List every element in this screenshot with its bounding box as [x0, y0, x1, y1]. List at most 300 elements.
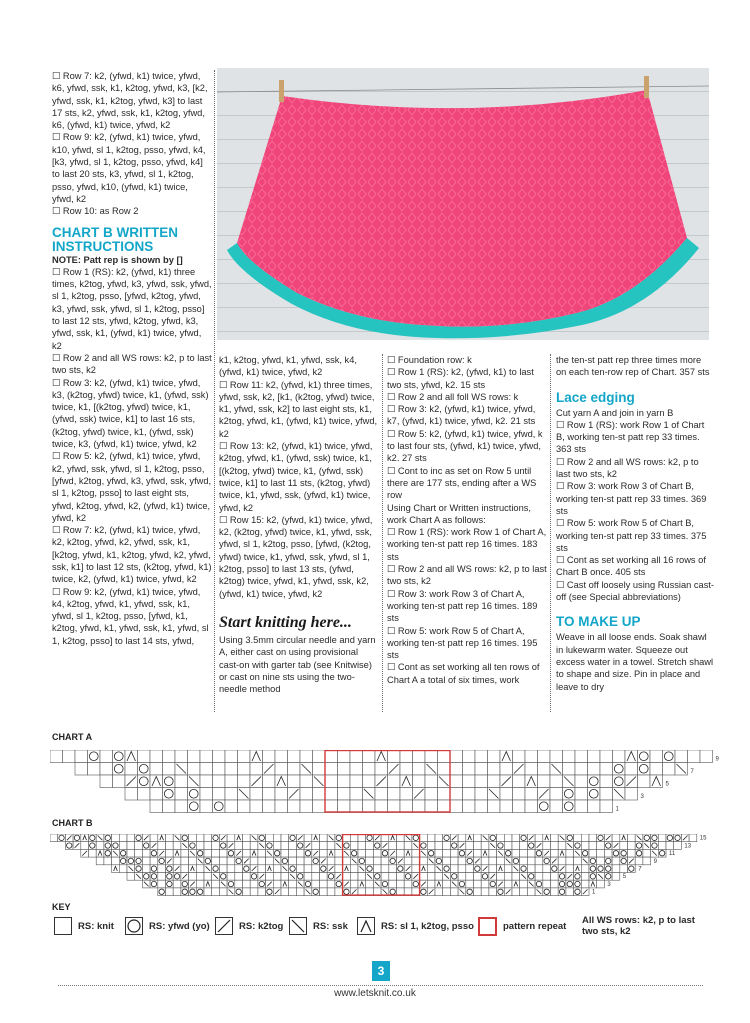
chart-cell [312, 873, 320, 881]
chart-cell [475, 775, 488, 788]
chart-cell [100, 775, 113, 788]
instruction-row: ☐ Row 1 (RS): work Row 1 of Chart B, working ten-st patt rep 33 times. 363 sts [556, 419, 705, 455]
chart-cell [527, 888, 535, 896]
chart-cell [204, 849, 212, 857]
chart-cell [281, 842, 289, 850]
chart-cell [113, 775, 126, 788]
chart-cell [475, 800, 488, 813]
chart-cell [466, 865, 474, 873]
chart-b-row-number: 15 [699, 835, 707, 842]
chart-cell [50, 834, 58, 842]
chart-cell [458, 873, 466, 881]
chart-cell [543, 865, 551, 873]
chart-cell [235, 865, 243, 873]
chart-cell [258, 865, 266, 873]
instruction-row: ☐ Row 1 (RS): k2, (yfwd, k1) to last two sts, yfwd, k2. 15 sts [387, 367, 534, 390]
chart-cell [163, 763, 176, 776]
instruction-row: ☐ Row 5: k2, (yfwd, k1) twice, yfwd, k2, yfwd, ssk, yfwd, sl 1, k2tog, psso, [yfwd, k2tog, yfwd, k3, yfwd, ssk, yfwd, sl 1, k2tog, psso] to last eight sts, yfwd, k2tog, yfwd, k2, (yfwd, k1) twice, yfwd, k2 [52, 451, 212, 523]
chart-cell [225, 750, 238, 763]
chart-cell [413, 763, 426, 776]
chart-cell [96, 842, 104, 850]
chart-cell [163, 750, 176, 763]
chart-cell [227, 873, 235, 881]
chart-cell [358, 849, 366, 857]
chart-cell [550, 788, 563, 801]
instruction-row: ☐ Row 3: k2, (yfwd, k1) twice, yfwd, k3, (k2tog, yfwd) twice, k1, (yfwd, ssk) twice, k1, [(k2tog, yfwd) twice, k1, (yfwd, ssk) twice, k1] to last 16 sts, (k2tog, yfwd) twice, k1, (yfwd, ssk) twice, k3, (yfwd, k1) twice, yfwd, k2 [52, 377, 209, 450]
chart-cell [574, 857, 582, 865]
chart-cell [163, 800, 176, 813]
chart-cell [204, 873, 212, 881]
chart-cell [543, 873, 551, 881]
chart-cell [350, 842, 358, 850]
start-knitting-text: Using 3.5mm circular needle and yarn A, either cast on using provisional cast-on with garter tab (see Knitwise) or cast on nine sts using the two-needle method [219, 634, 376, 695]
chart-cell [250, 800, 263, 813]
chart-cell [320, 873, 328, 881]
chart-cell [263, 750, 276, 763]
chart-cell [488, 763, 501, 776]
chart-cell [504, 834, 512, 842]
chart-cell [520, 857, 528, 865]
chart-cell [466, 873, 474, 881]
chart-cell [119, 834, 127, 842]
chart-cell [138, 750, 151, 763]
chart-cell [350, 865, 358, 873]
chart-cell [166, 842, 174, 850]
chart-cell [142, 849, 150, 857]
chart-cell [373, 849, 381, 857]
chart-cell [612, 857, 620, 865]
chart-cell [450, 775, 463, 788]
chart-cell [288, 800, 301, 813]
chart-cell [273, 842, 281, 850]
instruction-row: ☐ Cont to inc as set on Row 5 until there are 177 sts, ending after a WS row [387, 465, 537, 501]
chart-cell [227, 834, 235, 842]
chart-cell [273, 834, 281, 842]
chart-cell [425, 788, 438, 801]
chart-cell [588, 750, 601, 763]
chart-cell [463, 788, 476, 801]
instruction-row: ☐ Row 5: k2, (yfwd, k1) twice, yfwd, k to last four sts, (yfwd, k1) twice, yfwd, k2. 27 sts [387, 428, 543, 464]
chart-cell [200, 750, 213, 763]
chart-cell [150, 857, 158, 865]
chart-cell [412, 865, 420, 873]
chart-cell [513, 788, 526, 801]
footer-url: www.letsknit.co.uk [334, 988, 416, 999]
chart-cell [196, 880, 204, 888]
chart-cell [500, 800, 513, 813]
chart-cell [389, 873, 397, 881]
chart-a-row-number: 3 [640, 794, 644, 800]
chart-cell [200, 788, 213, 801]
chart-cell [63, 750, 76, 763]
chart-cell [513, 800, 526, 813]
chart-cell [296, 849, 304, 857]
chart-cell [413, 750, 426, 763]
chart-cell [435, 834, 443, 842]
start-knitting-heading: Start knitting here... [219, 613, 352, 631]
chart-cell [551, 842, 559, 850]
chart-cell [325, 800, 338, 813]
chart-cell [504, 873, 512, 881]
chart-cell [375, 800, 388, 813]
chart-cell [313, 800, 326, 813]
chart-cell [488, 800, 501, 813]
chart-cell [289, 842, 297, 850]
instruction-row: k1, k2tog, yfwd, k1, yfwd, ssk, k4, (yfwd, k1) twice, yfwd, k2 [219, 355, 357, 378]
chart-cell [150, 800, 163, 813]
chart-cell [613, 750, 626, 763]
chart-cell [375, 788, 388, 801]
to-make-up-heading: TO MAKE UP [556, 614, 641, 630]
chart-cell [666, 842, 674, 850]
chart-cell [551, 849, 559, 857]
chart-cell [474, 842, 482, 850]
chart-cell [635, 857, 643, 865]
chart-cell [158, 865, 166, 873]
chart-cell [343, 857, 351, 865]
chart-cell [363, 775, 376, 788]
chart-cell [589, 842, 597, 850]
chart-cell [225, 763, 238, 776]
chart-cell [400, 800, 413, 813]
chart-cell [435, 849, 443, 857]
chart-cell [225, 800, 238, 813]
chart-cell [325, 763, 338, 776]
instruction-row: ☐ Row 9: k2, (yfwd, k1) twice, yfwd, k4, k2tog, yfwd, k1, yfwd, ssk, k1, yfwd, sl 1, k2tog, psso, [yfwd, k1, k2tog, yfwd, k1, yfwd, ssk, k1, yfwd, sl 1, k2tog, psso] to last 14 sts, yfwd, [52, 586, 209, 646]
column-divider [214, 70, 215, 712]
instruction-row: ☐ Foundation row: k [387, 355, 472, 365]
chart-cell [142, 865, 150, 873]
chart-cell [463, 800, 476, 813]
chart-cell [443, 849, 451, 857]
chart-cell [435, 873, 443, 881]
footer-divider [58, 985, 703, 986]
column-1 [52, 70, 212, 647]
chart-cell [489, 888, 497, 896]
chart-cell [213, 775, 226, 788]
chart-cell [427, 873, 435, 881]
chart-cell [135, 849, 143, 857]
chart-cell [358, 842, 366, 850]
column-divider [382, 354, 383, 712]
chart-cell [373, 857, 381, 865]
chart-cell [212, 880, 220, 888]
chart-cell [474, 873, 482, 881]
chart-cell [158, 880, 166, 888]
chart-cell [135, 842, 143, 850]
chart-cell [258, 857, 266, 865]
shawl-photo [217, 68, 709, 340]
instruction-row: ☐ Row 7: k2, (yfwd, k1) twice, yfwd, k6, yfwd, ssk, k1, k2tog, yfwd, k3, [k2, yfwd, ssk, k1, k2tog, yfwd, k3] to last 17 sts, k2, yfwd, ssk, k1, k2tog, yfwd, k6, (yfwd, k1) twice, yfwd, k2 [52, 71, 208, 131]
chart-cell [538, 763, 551, 776]
chart-cell [181, 865, 189, 873]
chart-cell [575, 750, 588, 763]
chart-cell [366, 842, 374, 850]
chart-cell [575, 763, 588, 776]
chart-cell [200, 800, 213, 813]
chart-cell [566, 857, 574, 865]
chart-cell [520, 842, 528, 850]
chart-cell [388, 775, 401, 788]
chart-cell [535, 834, 543, 842]
chart-cell [581, 880, 589, 888]
chart-cell [389, 842, 397, 850]
chart-cell [435, 842, 443, 850]
chart-cell [204, 842, 212, 850]
chart-cell [196, 865, 204, 873]
chart-cell [243, 842, 251, 850]
chart-cell [550, 750, 563, 763]
chart-cell [225, 788, 238, 801]
chart-cell [263, 775, 276, 788]
chart-b-row-number: 11 [669, 851, 676, 858]
chart-cell [304, 834, 312, 842]
chart-cell [142, 857, 150, 865]
chart-cell [600, 775, 613, 788]
chart-cell [397, 873, 405, 881]
chart-cell [273, 880, 281, 888]
chart-cell [450, 750, 463, 763]
chart-cell [504, 880, 512, 888]
chart-cell [397, 880, 405, 888]
chart-cell [238, 763, 251, 776]
chart-cell [488, 750, 501, 763]
chart-cell [127, 849, 135, 857]
chart-cell [597, 849, 605, 857]
chart-cell [612, 865, 620, 873]
chart-cell [212, 857, 220, 865]
chart-cell [375, 763, 388, 776]
chart-cell [250, 763, 263, 776]
chart-cell [443, 880, 451, 888]
chart-cell [350, 788, 363, 801]
chart-b-row-number: 5 [622, 874, 627, 881]
chart-cell [273, 873, 281, 881]
chart-cell [281, 873, 289, 881]
chart-cell [300, 750, 313, 763]
chart-cell [466, 880, 474, 888]
chart-cell [212, 842, 220, 850]
chart-cell [196, 834, 204, 842]
chart-cell [427, 834, 435, 842]
chart-cell [275, 763, 288, 776]
chart-cell [525, 750, 538, 763]
chart-cell [404, 842, 412, 850]
chart-cell [304, 873, 312, 881]
chart-cell [688, 750, 701, 763]
chart-cell [566, 849, 574, 857]
chart-cell [188, 750, 201, 763]
chart-cell [366, 849, 374, 857]
chart-cell [320, 849, 328, 857]
chart-cell [397, 842, 405, 850]
chart-cell [212, 849, 220, 857]
chart-cell [481, 842, 489, 850]
chart-cell [397, 849, 405, 857]
chart-cell [196, 842, 204, 850]
chart-cell [250, 880, 258, 888]
instruction-row: ☐ Cast off loosely using Russian cast-off (see Special abbreviations) [556, 579, 715, 603]
chart-cell [435, 888, 443, 896]
chart-cell [413, 775, 426, 788]
key-title: KEY [52, 902, 71, 912]
chart-cell [500, 788, 513, 801]
chart-cell [388, 800, 401, 813]
chart-cell [512, 888, 520, 896]
chart-cell [443, 842, 451, 850]
chart-cell [520, 880, 528, 888]
chart-cell [643, 857, 651, 865]
chart-cell [300, 800, 313, 813]
instruction-row: ☐ Row 13: k2, (yfwd, k1) twice, yfwd, k2tog, yfwd, k1, (yfwd, ssk) twice, k1, [(k2tog, yfwd) twice, k1, (yfwd, ssk) twice, k1] to last 11 sts, (k2tog, yfwd) twice, k1, yfwd, ssk, (yfwd, k1) twice, yfwd, k2 [219, 441, 373, 513]
instruction-row: ☐ Row 10: as Row 2 [52, 206, 139, 217]
column-divider [550, 354, 551, 712]
chart-cell [238, 775, 251, 788]
chart-cell [543, 880, 551, 888]
chart-cell [75, 750, 88, 763]
chart-cell [175, 800, 188, 813]
chart-cell [250, 788, 263, 801]
chart-cell [138, 788, 151, 801]
chart-b-row-number: 9 [653, 858, 657, 865]
chart-cell [497, 857, 505, 865]
chart-cell [296, 865, 304, 873]
chart-cell [512, 849, 520, 857]
chart-cell [350, 763, 363, 776]
chart-cell [150, 834, 158, 842]
chart-cell [358, 873, 366, 881]
chart-cell [475, 788, 488, 801]
chart-cell [288, 775, 301, 788]
chart-cell [289, 857, 297, 865]
chart-cell [350, 775, 363, 788]
chart-cell [512, 834, 520, 842]
chart-cell [551, 880, 559, 888]
chart-cell [381, 857, 389, 865]
chart-b-note: NOTE: Patt rep is shown by [] [52, 254, 183, 265]
chart-cell [238, 750, 251, 763]
chart-cell [689, 834, 697, 842]
chart-cell [500, 763, 513, 776]
chart-cell [281, 849, 289, 857]
chart-cell [312, 880, 320, 888]
chart-cell [588, 800, 601, 813]
chart-cell [166, 888, 174, 896]
chart-cell [600, 750, 613, 763]
chart-cell [425, 800, 438, 813]
chart-cell [413, 800, 426, 813]
chart-cell [338, 800, 351, 813]
chart-cell [119, 865, 127, 873]
chart-cell [551, 834, 559, 842]
chart-cell [412, 849, 420, 857]
chart-cell [575, 775, 588, 788]
chart-cell [550, 775, 563, 788]
chart-cell [366, 880, 374, 888]
chart-cell [173, 857, 181, 865]
instruction-row: Using Chart or Written instructions, work Chart A as follows: [387, 502, 531, 525]
chart-cell [343, 873, 351, 881]
chart-cell [89, 849, 97, 857]
chart-cell [458, 857, 466, 865]
chart-cell [150, 763, 163, 776]
chart-cell [338, 750, 351, 763]
chart-cell [597, 880, 605, 888]
chart-cell [551, 873, 559, 881]
chart-cell [566, 888, 574, 896]
chart-cell [258, 849, 266, 857]
chart-cell [420, 873, 428, 881]
instruction-row: ☐ Cont as set working all ten rows of Chart A a total of six times, work [387, 662, 540, 685]
column-2 [219, 354, 379, 695]
chart-cell [525, 763, 538, 776]
chart-cell [527, 857, 535, 865]
chart-cell [363, 750, 376, 763]
chart-cell [100, 750, 113, 763]
chart-cell [300, 775, 313, 788]
chart-b-row-number: 1 [592, 889, 596, 896]
instruction-row: ☐ Row 2 and all foll WS rows: k [387, 391, 519, 402]
chart-cell [166, 849, 174, 857]
chart-cell [589, 849, 597, 857]
chart-cell [520, 888, 528, 896]
chart-cell [312, 842, 320, 850]
chart-cell [658, 834, 666, 842]
chart-cell [50, 750, 63, 763]
chart-cell [338, 788, 351, 801]
chart-cell [588, 763, 601, 776]
chart-cell [650, 750, 663, 763]
instruction-row: Cut yarn A and join in yarn B [556, 407, 674, 418]
chart-cell [313, 750, 326, 763]
chart-cell [381, 873, 389, 881]
chart-cell [628, 849, 636, 857]
chart-cell [338, 775, 351, 788]
chart-cell [474, 880, 482, 888]
instruction-row: ☐ Cont as set working all 16 rows of Chart B once. 405 sts [556, 555, 706, 578]
chart-cell [313, 763, 326, 776]
chart-cell [263, 800, 276, 813]
chart-cell [243, 880, 251, 888]
lace-edging-heading: Lace edging [556, 389, 635, 405]
chart-cell [227, 857, 235, 865]
chart-cell [535, 857, 543, 865]
chart-cell [450, 857, 458, 865]
chart-cell [266, 873, 274, 881]
chart-cell [425, 750, 438, 763]
chart-cell [235, 873, 243, 881]
chart-cell [481, 857, 489, 865]
chart-cell [558, 842, 566, 850]
chart-cell [173, 842, 181, 850]
chart-cell [650, 763, 663, 776]
chart-cell [81, 842, 89, 850]
chart-cell [173, 888, 181, 896]
chart-cell [327, 888, 335, 896]
chart-a-row-number: 7 [690, 769, 694, 775]
chart-cell [200, 763, 213, 776]
chart-a-row-number: 1 [615, 806, 619, 813]
to-make-up-text: Weave in all loose ends. Soak shawl in lukewarm water. Squeeze out excess water in a towel. Stretch shawl to shape and size. Pin in place and leave to dry [556, 632, 714, 692]
chart-cell [463, 750, 476, 763]
chart-cell [350, 880, 358, 888]
chart-b-row-number: 7 [638, 866, 642, 873]
chart-b-heading: CHART B WRITTEN INSTRUCTIONS [52, 224, 178, 254]
chart-cell [327, 842, 335, 850]
chart-cell [275, 800, 288, 813]
chart-cell [550, 800, 563, 813]
chart-cell [189, 857, 197, 865]
